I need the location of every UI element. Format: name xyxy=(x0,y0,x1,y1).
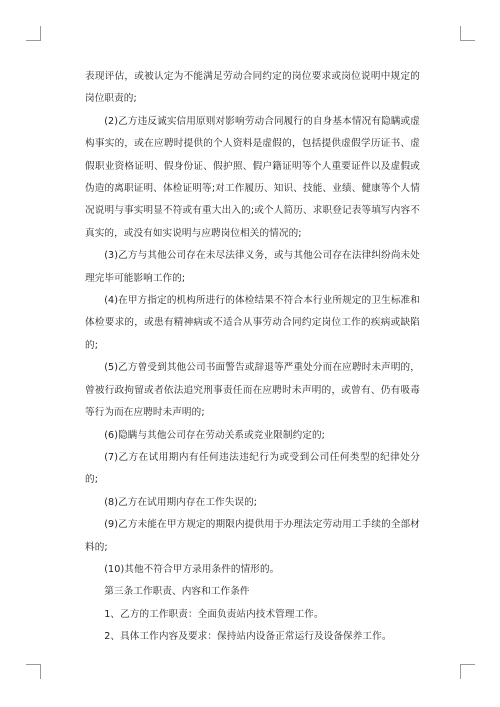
paragraph-item-9: (9)乙方未能在甲方规定的期限内提供用于办理法定劳动用工手续的全部材料的; xyxy=(85,519,420,553)
paragraph-item-10: (10)其他不符合甲方录用条件的情形的。 xyxy=(104,563,280,575)
paragraph-item-4: (4)在甲方指定的机构所进行的体检结果不符合本行业所规定的卫生标准和体检要求的，或患有精神病或不适合从事劳动合同约定岗位工作的疾病或缺陷的; xyxy=(85,295,420,351)
paragraph-item-6: (6)隐瞒与其他公司存在劳动关系或竞业限制约定的; xyxy=(104,429,325,441)
paragraph-item-5: (5)乙方曾受到其他公司书面警告或辞退等严重处分而在应聘时未声明的，曾被行政拘留或者依法追究刑事责任而在应聘时未声明的，或曾有、仍有吸毒等行为而在应聘时未声明的; xyxy=(85,362,420,419)
crop-mark-top-right xyxy=(460,26,475,41)
crop-mark-bottom-right xyxy=(460,664,475,679)
crop-mark-bottom-left xyxy=(26,664,41,679)
paragraph-duty-2: 2、具体工作内容及要求：保持站内设备正常运行及设备保养工作。 xyxy=(104,631,392,643)
paragraph-item-7: (7)乙方在试用期内有任何违法违纪行为或受到公司任何类型的纪律处分的; xyxy=(85,451,420,486)
paragraph-item-8: (8)乙方在试用期内存在工作失误的; xyxy=(104,496,258,508)
paragraph-duty-1: 1、乙方的工作职责：全面负责站内技术管理工作。 xyxy=(104,608,324,620)
paragraph-item-3: (3)乙方与其他公司存在未尽法律义务，或与其他公司存在法律纠纷尚未处理完毕可能影响工作的; xyxy=(85,250,420,284)
paragraph-continued: 表现评估，或被认定为不能满足劳动合同约定的岗位要求或岗位说明中规定的岗位职责的; xyxy=(85,71,420,105)
crop-mark-top-left xyxy=(26,26,41,41)
paragraph-item-2: (2)乙方违反诚实信用原则对影响劳动合同履行的自身基本情况有隐瞒或虚构事实的，或在应聘时提供的个人资料是虚假的，包括提供虚假学历证书、虚假职业资格证明、假身份证、假护照、假户籍证明等个人重要证件以及虚假或伪造的离职证明、体检证明等;对工作履历、知识、技能、业绩、健康等个人情况说明与事实明显不符或有重大出入的;或个人简历、求职登记表等填写内容不真实的，或没有如实说明与应聘岗位相关的情况的; xyxy=(85,115,420,239)
section-heading-article-3: 第三条工作职责、内容和工作条件 xyxy=(104,586,250,598)
document-body xyxy=(85,66,420,649)
